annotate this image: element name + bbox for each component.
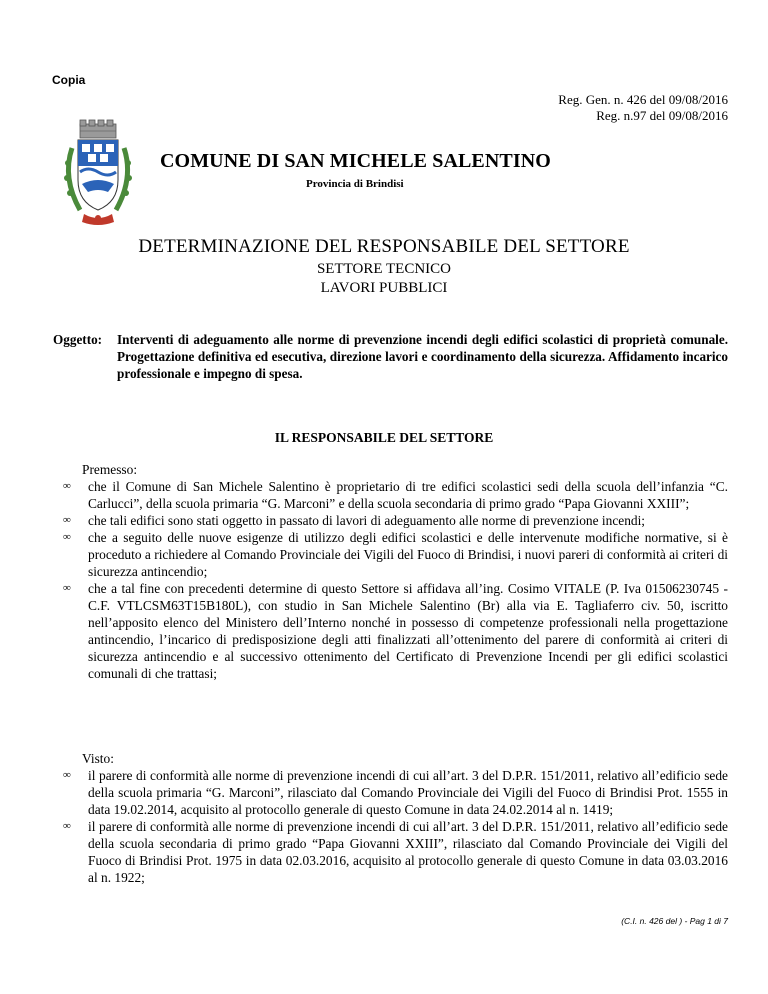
coat-of-arms-icon bbox=[58, 118, 138, 230]
reg-number: Reg. n.97 del 09/08/2016 bbox=[596, 108, 728, 123]
registration-info bbox=[558, 92, 728, 124]
copy-label: Copia bbox=[52, 73, 86, 87]
visto-section bbox=[63, 750, 728, 886]
department bbox=[0, 260, 768, 298]
list-item-text: che tali edifici sono stati oggetto in passato di lavori di adeguamento alle norme di prevenzione incendi; bbox=[88, 513, 646, 528]
list-item-text: che il Comune di San Michele Salentino è proprietario di tre edifici scolastici sedi della scuola dell’infanzia “C. Carlucci”, della scuola primaria “G. Marconi” e della scuola secondaria di primo grado “Papa Giovanni XXIII”; bbox=[88, 479, 728, 511]
bullet-icon: ∞ bbox=[63, 514, 71, 526]
section-heading: IL RESPONSABILE DEL SETTORE bbox=[274, 430, 494, 445]
list-item bbox=[63, 818, 728, 886]
premesso-section bbox=[63, 461, 728, 682]
list-item bbox=[63, 478, 728, 512]
office-name: LAVORI PUBBLICI bbox=[320, 280, 448, 296]
visto-intro: Visto: bbox=[82, 751, 114, 766]
subject-block bbox=[53, 331, 728, 382]
premesso-intro: Premesso: bbox=[82, 462, 138, 477]
visto-list bbox=[63, 767, 728, 886]
province-name: Provincia di Brindisi bbox=[306, 178, 404, 190]
list-item bbox=[63, 580, 728, 682]
list-item-text: che a seguito delle nuove esigenze di utilizzo degli edifici scolastici e delle intervenute modifiche normative, si è proceduto a richiedere al Comando Provinciale dei Vigili del Fuoco di Brindisi, i nuovi pareri di conformità ai criteri di sicurezza antincendio; bbox=[88, 530, 728, 579]
page-footer: (C.I. n. 426 del ) - Pag 1 di 7 bbox=[621, 916, 728, 926]
subject-text: Interventi di adeguamento alle norme di prevenzione incendi degli edifici scolastici di proprietà comunale. Progettazione definitiva ed esecutiva, direzione lavori e coordinamento della sicurezza. Affidamento incarico professionale e impegno di spesa. bbox=[117, 332, 728, 381]
document-title: DETERMINAZIONE DEL RESPONSABILE DEL SETTORE bbox=[138, 236, 630, 257]
bullet-icon: ∞ bbox=[63, 531, 71, 543]
reg-gen-number: Reg. Gen. n. 426 del 09/08/2016 bbox=[558, 92, 728, 107]
bullet-icon: ∞ bbox=[63, 480, 71, 492]
list-item bbox=[63, 512, 728, 529]
bullet-icon: ∞ bbox=[63, 582, 71, 594]
list-item bbox=[63, 767, 728, 818]
list-item bbox=[63, 529, 728, 580]
list-item-text: il parere di conformità alle norme di prevenzione incendi di cui all’art. 3 del D.P.R. 151/2011, relativo all’edificio sede della scuola secondaria di primo grado “Papa Giovanni XXIII”, rilasciato dal Comando Provinciale dei Vigili del Fuoco di Brindisi Prot. 1975 in data 02.03.2016, acquisito al protocollo generale di questo Comune in data 03.03.2016 al n. 1922; bbox=[88, 819, 728, 885]
premesso-list bbox=[63, 478, 728, 682]
municipality-name: COMUNE DI SAN MICHELE SALENTINO bbox=[160, 150, 551, 172]
bullet-icon: ∞ bbox=[63, 820, 71, 832]
subject-label: Oggetto: bbox=[53, 332, 103, 347]
sector-name: SETTORE TECNICO bbox=[316, 261, 452, 277]
list-item-text: che a tal fine con precedenti determine di questo Settore si affidava all’ing. Cosimo VITALE (P. Iva 01506230745 - C.F. VTLCSM63T15B180L), con studio in San Michele Salentino (Br) alla via E. Tagliaferro civ. 50, iscritto nell’apposito elenco del Ministero dell’Interno nonché in possesso di competenze professionali nella progettazione antincendio, l’incarico di predisposizione degli atti finalizzati all’ottenimento del parere di conformità ai criteri di sicurezza antincendio e al successivo ottenimento del Certificato di Prevenzione Incendi per gli edifici scolastici comunali di che trattasi; bbox=[88, 581, 728, 681]
bullet-icon: ∞ bbox=[63, 769, 71, 781]
list-item-text: il parere di conformità alle norme di prevenzione incendi di cui all’art. 3 del D.P.R. 151/2011, relativo all’edificio sede della scuola primaria “G. Marconi”, rilasciato dal Comando Provinciale dei Vigili del Fuoco di Brindisi Prot. 1555 in data 19.02.2014, acquisito al protocollo generale di questo Comune in data 24.02.2014 al n. 1419; bbox=[88, 768, 728, 817]
